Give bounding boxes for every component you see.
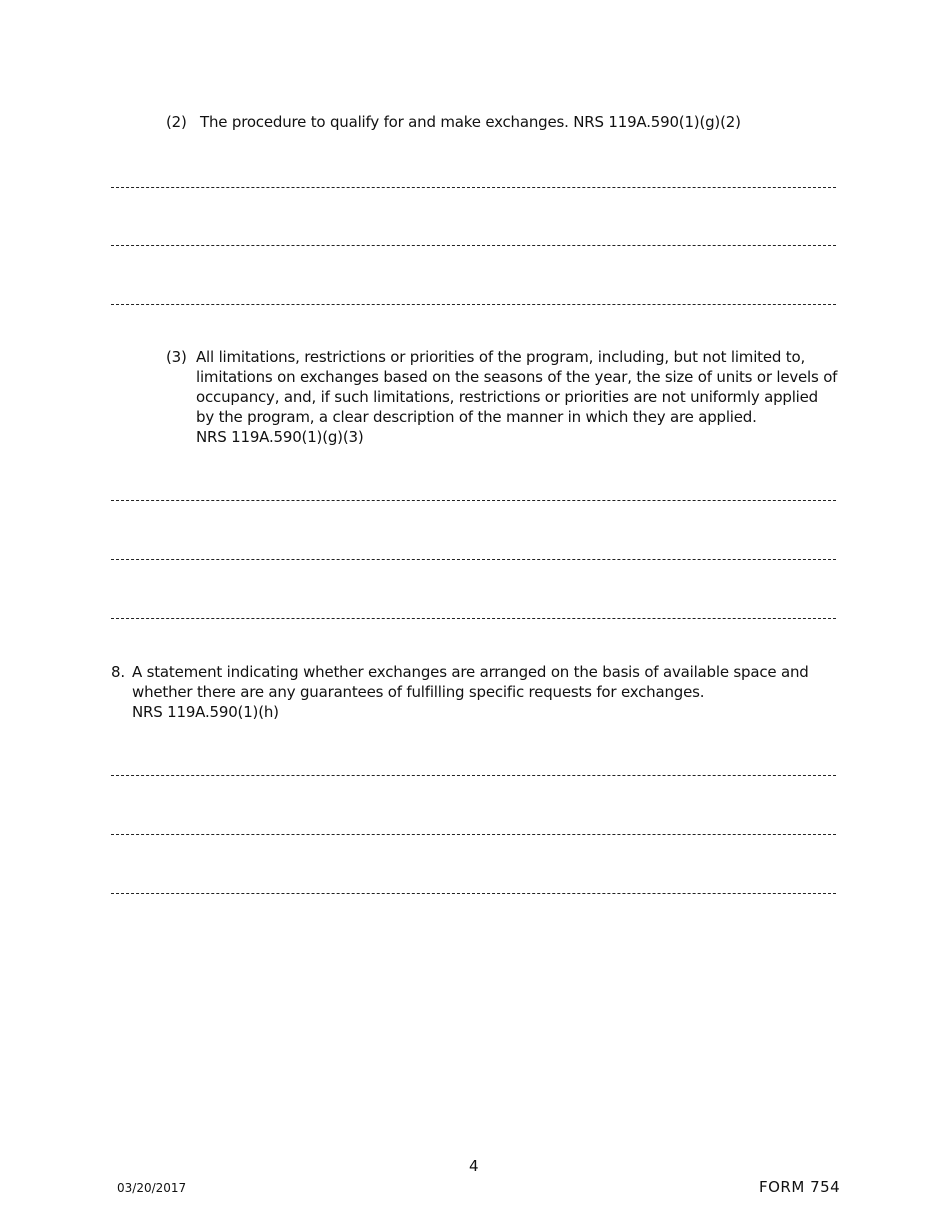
answer-line[interactable] <box>111 775 836 776</box>
page-number: 4 <box>469 1157 479 1175</box>
answer-line[interactable] <box>111 187 836 188</box>
item-8-text-line: A statement indicating whether exchanges are arranged on the basis of available space and <box>132 663 809 681</box>
form-date: 03/20/2017 <box>117 1181 187 1195</box>
answer-line[interactable] <box>111 618 836 619</box>
item-7-2-label: (2) <box>166 113 187 131</box>
item-7-3-text-line: by the program, a clear description of the manner in which they are applied. <box>196 408 757 426</box>
answer-line[interactable] <box>111 500 836 501</box>
item-8-citation: NRS 119A.590(1)(h) <box>132 703 279 721</box>
item-7-3-text-line: occupancy, and, if such limitations, restrictions or priorities are not uniformly applied <box>196 388 818 406</box>
answer-line[interactable] <box>111 245 836 246</box>
item-7-3-citation: NRS 119A.590(1)(g)(3) <box>196 428 364 446</box>
item-7-3-text-line: All limitations, restrictions or priorities of the program, including, but not limited to, <box>196 348 806 366</box>
answer-line[interactable] <box>111 304 836 305</box>
item-7-3-label: (3) <box>166 348 187 366</box>
item-7-2-text: The procedure to qualify for and make exchanges. NRS 119A.590(1)(g)(2) <box>200 113 741 131</box>
form-number: FORM 754 <box>759 1178 841 1196</box>
answer-line[interactable] <box>111 834 836 835</box>
item-8-text-line: whether there are any guarantees of fulfilling specific requests for exchanges. <box>132 683 705 701</box>
answer-line[interactable] <box>111 893 836 894</box>
item-7-3-text-line: limitations on exchanges based on the seasons of the year, the size of units or levels of <box>196 368 838 386</box>
item-8-label: 8. <box>111 663 125 681</box>
answer-line[interactable] <box>111 559 836 560</box>
